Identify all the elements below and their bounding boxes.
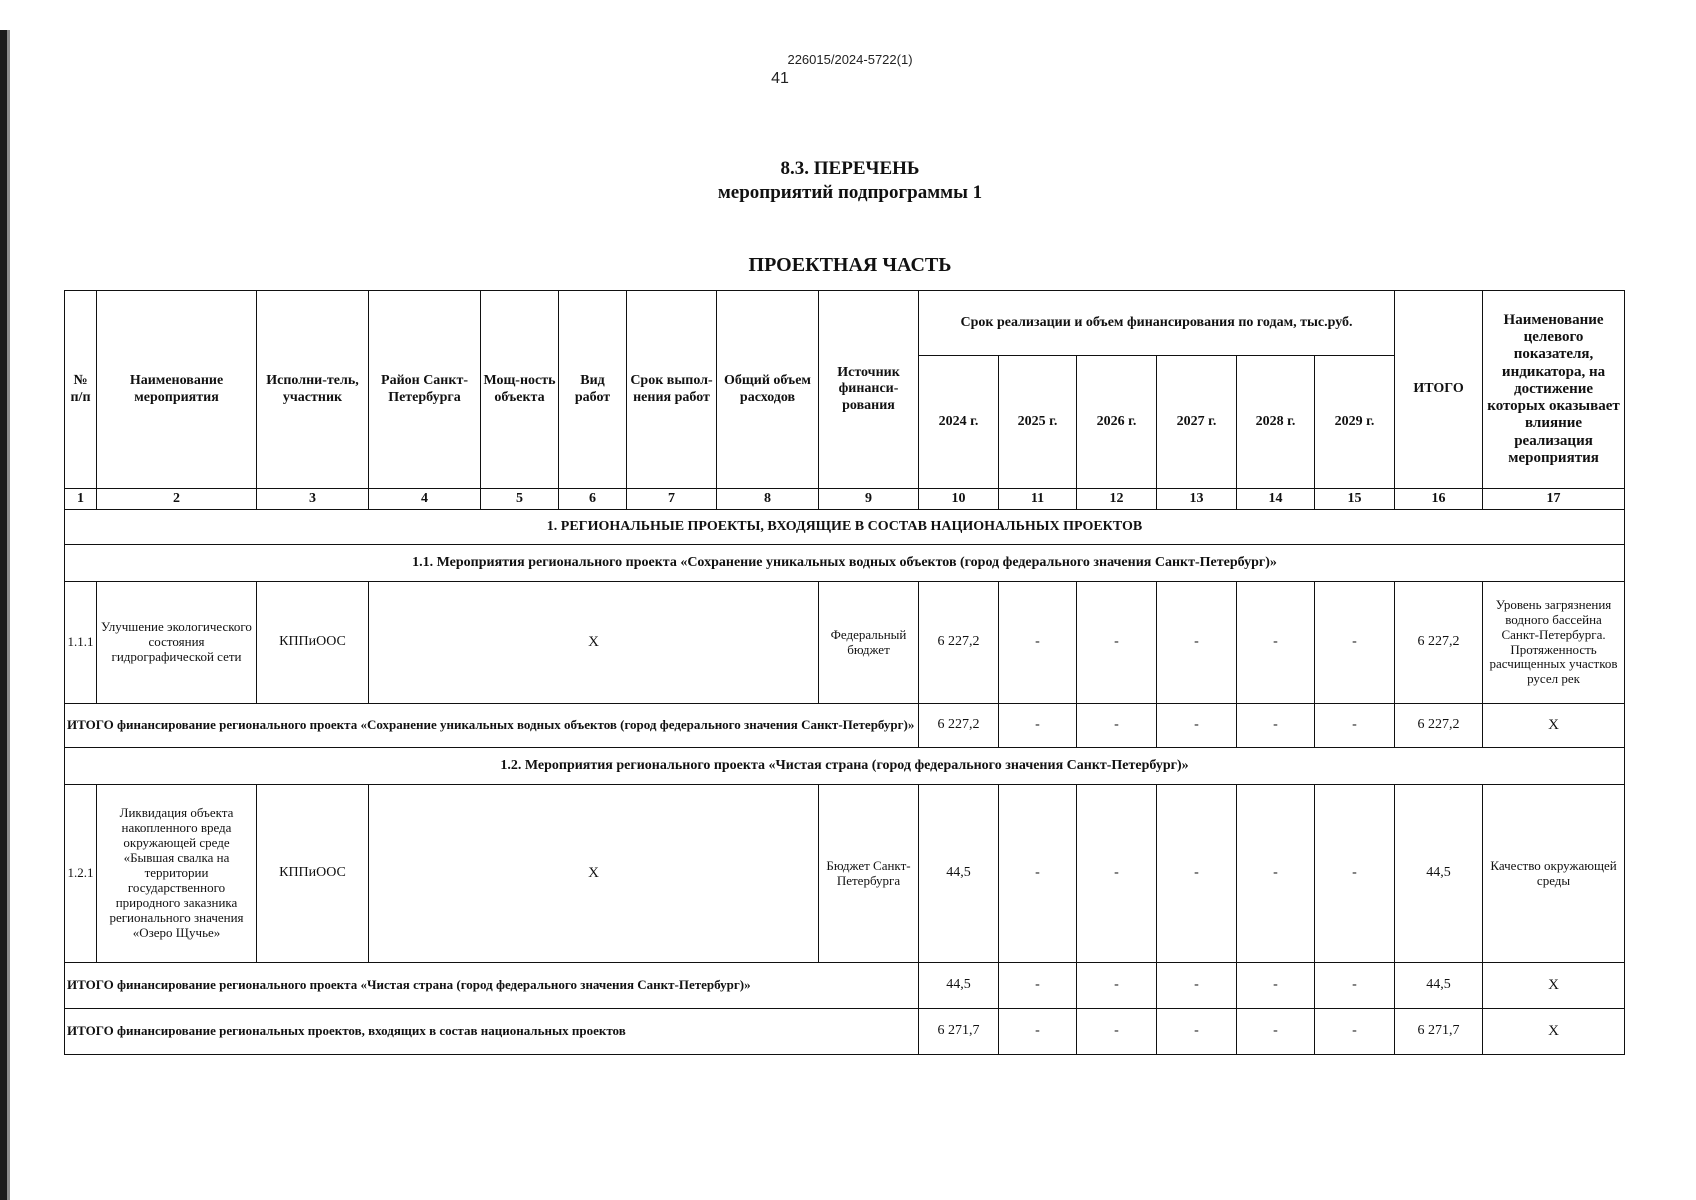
header-work-type: Вид работ [559,291,627,489]
header-source: Источник финанси-рования [819,291,919,489]
row-executor: КППиООС [257,582,369,704]
row-itogo: 44,5 [1395,785,1483,963]
total-indicator: Х [1483,963,1625,1009]
column-number: 8 [717,489,819,510]
column-number: 6 [559,489,627,510]
subsection-heading-2: 1.2. Мероприятия регионального проекта «Чистая страна (город федерального значения Санкт-Петербург)» [65,748,1625,785]
total-value: 44,5 [919,963,999,1009]
row-value: - [1237,785,1315,963]
total-label: ИТОГО финансирование регионального проекта «Чистая страна (город федерального значения Санкт-Петербург)» [65,963,919,1009]
header-year: 2028 г. [1237,356,1315,489]
total-value: - [1237,704,1315,748]
row-value: - [1157,785,1237,963]
column-number: 7 [627,489,717,510]
total-itogo: 44,5 [1395,963,1483,1009]
column-number: 12 [1077,489,1157,510]
total-value: - [1077,704,1157,748]
total-indicator: Х [1483,1009,1625,1055]
scan-edge-shadow [7,30,10,1200]
total-value: - [999,704,1077,748]
row-no: 1.2.1 [65,785,97,963]
section-title: ПРОЕКТНАЯ ЧАСТЬ [748,254,952,276]
column-number: 14 [1237,489,1315,510]
document-title: 8.3. ПЕРЕЧЕНЬ [780,158,920,179]
row-name: Улучшение экологического состояния гидрографической сети [97,582,257,704]
column-number: 3 [257,489,369,510]
row-value: - [1315,785,1395,963]
header-year: 2027 г. [1157,356,1237,489]
header-year: 2029 г. [1315,356,1395,489]
header-total-volume: Общий объем расходов [717,291,819,489]
header-district: Район Санкт-Петербурга [369,291,481,489]
column-number: 11 [999,489,1077,510]
grand-total-label: ИТОГО финансирование региональных проектов, входящих в состав национальных проектов [65,1009,919,1055]
measures-table [64,290,1625,1055]
row-merged-cell: Х [369,785,819,963]
subsection-heading-1: 1.1. Мероприятия регионального проекта «Сохранение уникальных водных объектов (город федерального значения Санкт-Петербург)» [65,545,1625,582]
column-number: 17 [1483,489,1625,510]
total-value: - [1157,1009,1237,1055]
header-capacity: Мощ-ность объекта [481,291,559,489]
total-row [65,704,1625,748]
column-numbers-row [65,489,1625,510]
row-source: Бюджет Санкт-Петербурга [819,785,919,963]
row-value: - [1077,785,1157,963]
row-value: - [1157,582,1237,704]
subsection-row [65,748,1625,785]
row-source: Федеральный бюджет [819,582,919,704]
column-number: 9 [819,489,919,510]
row-no: 1.1.1 [65,582,97,704]
header-term: Срок выпол-нения работ [627,291,717,489]
column-number: 15 [1315,489,1395,510]
total-value: - [1237,1009,1315,1055]
column-number: 2 [97,489,257,510]
row-value: - [1237,582,1315,704]
page-number: 41 [771,70,789,87]
section-row [65,510,1625,545]
row-value: 6 227,2 [919,582,999,704]
header-year: 2024 г. [919,356,999,489]
row-value: 44,5 [919,785,999,963]
row-merged-cell: Х [369,582,819,704]
total-value: - [1077,963,1157,1009]
total-value: - [1077,1009,1157,1055]
total-indicator: Х [1483,704,1625,748]
row-value: - [999,582,1077,704]
document-subtitle: мероприятий подпрограммы 1 [717,182,983,203]
section-heading: 1. РЕГИОНАЛЬНЫЕ ПРОЕКТЫ, ВХОДЯЩИЕ В СОСТАВ НАЦИОНАЛЬНЫХ ПРОЕКТОВ [65,510,1625,545]
column-number: 13 [1157,489,1237,510]
total-row [65,963,1625,1009]
total-label: ИТОГО финансирование регионального проекта «Сохранение уникальных водных объектов (город федерального значения Санкт-Петербург)» [65,704,919,748]
row-name: Ликвидация объекта накопленного вреда окружающей среде «Бывшая свалка на территории государственного природного заказника регионального значения «Озеро Щучье» [97,785,257,963]
total-value: - [1157,704,1237,748]
total-value: - [999,963,1077,1009]
total-value: - [999,1009,1077,1055]
column-number: 4 [369,489,481,510]
column-number: 16 [1395,489,1483,510]
total-value: - [1315,963,1395,1009]
column-number: 10 [919,489,999,510]
table-row [65,582,1625,704]
header-year: 2025 г. [999,356,1077,489]
header-itogo: ИТОГО [1395,291,1483,489]
total-row [65,1009,1625,1055]
header-years-group: Срок реализации и объем финансирования по годам, тыс.руб. [919,291,1395,356]
header-executor: Исполни-тель, участник [257,291,369,489]
row-value: - [999,785,1077,963]
header-year: 2026 г. [1077,356,1157,489]
row-indicator: Качество окружающей среды [1483,785,1625,963]
row-value: - [1315,582,1395,704]
column-number: 5 [481,489,559,510]
document-number: 226015/2024-5722(1) [787,52,913,67]
header-indicator: Наименование целевого показателя, индикатора, на достижение которых оказывает влияние реализация мероприятия [1483,291,1625,489]
header-name: Наименование мероприятия [97,291,257,489]
total-itogo: 6 271,7 [1395,1009,1483,1055]
row-value: - [1077,582,1157,704]
total-value: - [1237,963,1315,1009]
scan-edge [0,30,7,1200]
total-value: - [1157,963,1237,1009]
table-row [65,785,1625,963]
row-itogo: 6 227,2 [1395,582,1483,704]
total-itogo: 6 227,2 [1395,704,1483,748]
subsection-row [65,545,1625,582]
total-value: 6 227,2 [919,704,999,748]
row-executor: КППиООС [257,785,369,963]
column-number: 1 [65,489,97,510]
total-value: 6 271,7 [919,1009,999,1055]
header-no: № п/п [65,291,97,489]
header-row [65,291,1625,356]
row-indicator: Уровень загрязнения водного бассейна Санкт-Петербурга. Протяженность расчищенных участков русел рек [1483,582,1625,704]
total-value: - [1315,704,1395,748]
total-value: - [1315,1009,1395,1055]
